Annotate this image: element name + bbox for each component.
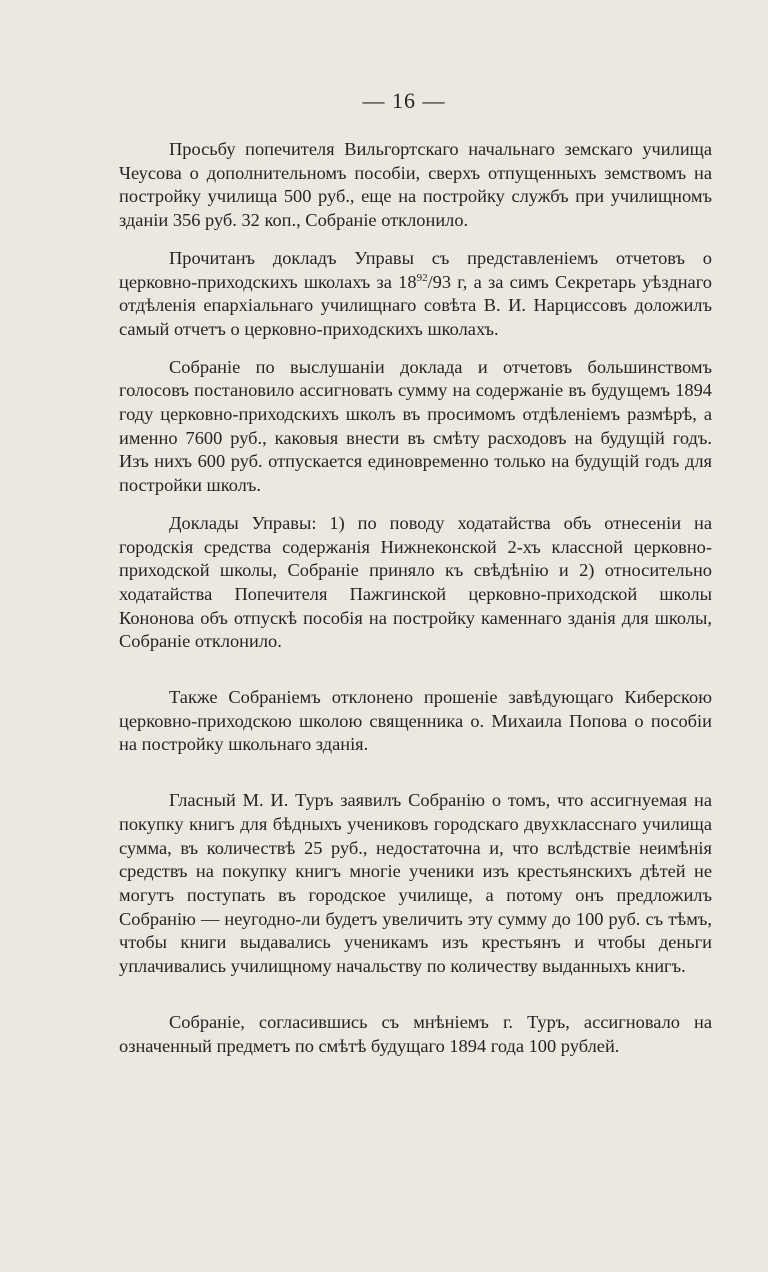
paragraph-vilgort-school: Просьбу попечителя Вильгортскаго начальнаго земскаго училища Чеусова о дополнительномъ пособіи, сверхъ отпущенныхъ земствомъ на постройку училища 500 руб., еще на постройку службъ при училищномъ зданіи 356 руб. 32 коп., Собраніе отклонило.	[119, 139, 712, 231]
paragraph-board-reports: Доклады Управы: 1) по поводу ходатайства объ отнесеніи на городскія средства содержанія Нижнеконской 2-хъ классной церковно-приходской школы, Собраніе приняло къ свѣдѣнію и 2) относительно ходатайства Попечителя Пажгинской церковно-приходской школы Кононова объ отпускѣ пособія на постройку каменнаго зданія для школы, Собраніе отклонило.	[119, 512, 712, 652]
paragraph-tur-proposal: Гласный М. И. Туръ заявилъ Собранію о томъ, что ассигнуемая на покупку книгъ для бѣдныхъ учениковъ городскаго двухкласснаго училища сумма, въ количествѣ 25 руб., недостаточна и, что вслѣдствіе неимѣнія средствъ на покупку книгъ многіе ученики изъ крестьянскихъ дѣтей не могутъ поступать въ городское училище, а потому онъ предложилъ Собранію — неугодно-ли будетъ увеличить эту сумму до 100 руб. съ тѣмъ, чтобы книги выдавались ученикамъ изъ крестьянъ и чтобы деньги уплачивались училищному начальству по количеству выданныхъ книгъ.	[119, 790, 712, 977]
page-number: — 16 —	[362, 88, 446, 113]
year-superscript: 92	[416, 271, 428, 284]
page-body	[119, 138, 712, 1058]
paragraph-kiber-school: Также Собраніемъ отклонено прошеніе завѣдующаго Киберскою церковно-приходскою школою священника о. Михаила Попова о пособіи на постройку школьнаго зданія.	[119, 687, 712, 755]
paragraph-assembly-resolution: Собраніе по выслушаніи доклада и отчетовъ большинствомъ голосовъ постановило ассигновать сумму на содержаніе въ будущемъ 1894 году церковно-приходскихъ школъ въ просимомъ отдѣленіемъ размѣрѣ, а именно 7600 руб., каковыя внести въ смѣту расходовъ на будущій годъ. Изъ нихъ 600 руб. отпускается единовременно только на будущій годъ для постройки школъ.	[119, 356, 712, 496]
paragraph-final-resolution: Собраніе, согласившись съ мнѣніемъ г. Туръ, ассигновало на означенный предметъ по смѣтѣ будущаго 1894 года 100 рублей.	[119, 1011, 712, 1056]
paragraph-text-end: /93 г, а за симъ Секретарь уѣзднаго отдѣленія епархіальнаго училищнаго совѣта В. И. Нарциссовъ доложилъ самый отчетъ о церковно-приходскихъ школахъ.	[119, 271, 712, 339]
paragraph-parish-schools-report	[119, 247, 712, 342]
paragraph-text-start: Прочитанъ докладъ Управы съ представленіемъ отчетовъ о церковно-приходскихъ школахъ за 18	[119, 247, 712, 292]
